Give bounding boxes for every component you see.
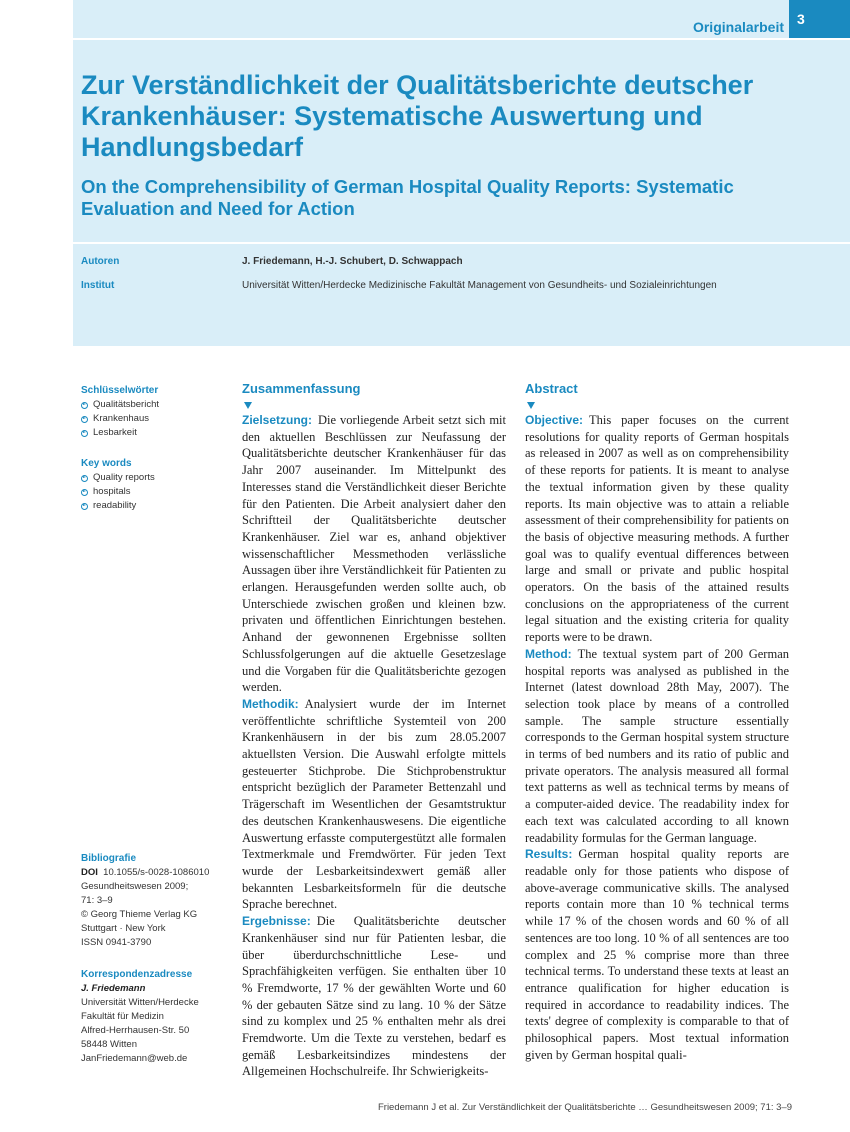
copyright: © Georg Thieme Verlag KG [81, 909, 198, 920]
bibliography-heading: Bibliografie [81, 853, 137, 864]
arrow-bullet-icon [81, 402, 88, 409]
journal: Gesundheitswesen 2009; [81, 881, 189, 892]
doi: 10.1055/s-0028-1086010 [103, 867, 210, 878]
correspondence-heading: Korrespondenzadresse [81, 969, 193, 980]
doi-line: DOI 10.1055/s-0028-1086010 [81, 867, 210, 878]
issn: ISSN 0941-3790 [81, 937, 152, 948]
header-divider-top [73, 38, 850, 40]
authors-label: Autoren [81, 256, 120, 267]
correspondence-line: 58448 Witten [81, 1039, 137, 1050]
title-german: Zur Verständlichkeit der Qualitätsberichte deutscher Krankenhäuser: Systematische Auswertung und Handlungsbedarf [81, 70, 754, 162]
abstract-en-heading: Abstract [525, 381, 578, 396]
correspondence-line: Fakultät für Medizin [81, 1011, 164, 1022]
authors: J. Friedemann, H.-J. Schubert, D. Schwappach [242, 256, 463, 267]
volume: 71: 3–9 [81, 895, 113, 906]
correspondence-block [81, 968, 231, 1066]
institute: Universität Witten/Herdecke Medizinische Fakultät Management von Gesundheits- und Sozialeinrichtungen [242, 280, 717, 291]
correspondence-line: Universität Witten/Herdecke [81, 997, 199, 1008]
keyword-item: Qualitätsbericht [81, 398, 231, 412]
keyword-item: Krankenhaus [81, 412, 231, 426]
abstract-en-paragraph: Objective: This paper focuses on the current resolutions for quality reports of German hospitals as released in 2007 as well as on comprehensibility of these reports for patients. It is meant to analyse the textual information given by these quality reports. Its main objective was to attain a reliable assessment of their comprehensibility for patients on the basis of objective measuring methods. A further goal was to qualify eventual differences between large and small or private and public hospital operators. On the basis of the attained results conclusions on the appropriateness of the current legal situation and the existing criteria for quality reports were to be drawn. [525, 413, 789, 645]
section-label: Originalarbeit [692, 19, 784, 35]
keyword-item: readability [81, 499, 231, 513]
abstract-de-heading: Zusammenfassung [242, 381, 361, 396]
keyword-item: hospitals [81, 485, 231, 499]
correspondence-name: J. Friedemann [81, 983, 146, 994]
keyword-item: Quality reports [81, 471, 231, 485]
keywords-de-heading: Schlüsselwörter [81, 385, 159, 396]
publisher-city: Stuttgart · New York [81, 923, 166, 934]
abstract-de-paragraph: Methodik: Analysiert wurde der im Internet veröffentlichte schriftliche Systemteil von 200 Krankenhäusern in der bis zum 28.05.2007 aktuellsten Version. Die Auswahl erfolgte mittels gesteuerter Stichprobe. Die Stichprobenstruktur entspricht bezüglich der Parameter Bettenzahl und Trägerschaft im Wesentlichen der Gesamtstruktur des deutschen Krankenhauswesens. Die eigentliche Auswertung erfasste computergestützt alle formalen Textmerkmale und Fremdwörter. Für jeden Text wurde der Lesbarkeitsindexwert gemäß aller bekannten Lesbarkeitsformeln für die deutsche Sprache berechnet. [242, 696, 506, 912]
abstract-english [525, 380, 789, 1063]
abstract-de-paragraph: Ergebnisse: Die Qualitätsberichte deutscher Krankenhäuser sind nur für Patienten lesbar, die über überdurchschnittliche Lese- und Sprachfähigkeiten verfügen. Sie enthalten über 10 % Fremdworte, 17 % der gewählten Worte und 60 % der gebauten Sätze sind zu lang. 10 % der Sätze sind zu komplex und 25 % enthalten mehr als drei Fremdworte. Um die Texte zu verstehen, bedarf es gemäß Lesbarkeitsindizes mindestens der Allgemeinen Hochschulreife. Ihr Schwierigkeits- [242, 914, 506, 1079]
abstract-de-paragraph: Zielsetzung: Die vorliegende Arbeit setzt sich mit den aktuellen Beschlüssen zur Neufassung der Qualitätsberichte deutscher Krankenhäuser für das Jahr 2007 auseinander. Im Mittelpunkt des Interesses stand die Verständlichkeit dieser Berichte für den Patienten. Die Arbeit analysiert daher den Schriftteil der Qualitätsberichte deutscher Krankenhäuser. Ziel war es, anhand objektiver wissenschaftlicher Messmethoden verlässliche Aussagen über ihre Verständlichkeit für Patienten zu erlangen. Herausgefunden werden sollte auch, ob Unterschiede zwischen großen und kleinen bzw. privaten und öffentlichen Einrichtungen bestehen. Anhand der gewonnenen Ergebnisse sollten Schlussfolgerungen auf die aktuelle Gesetzeslage und die Vorgaben für die Qualitätsberichte gezogen werden. [242, 413, 506, 695]
arrow-bullet-icon [81, 430, 88, 437]
correspondence-email[interactable]: JanFriedemann@web.de [81, 1053, 188, 1064]
page-number: 3 [789, 0, 850, 38]
arrow-bullet-icon [81, 489, 88, 496]
title-english: On the Comprehensibility of German Hospital Quality Reports: Systematic Evaluation and Need for Action [81, 176, 734, 219]
abstract-en-paragraph: Results: German hospital quality reports are readable only for those patients who dispose of above-average communicative skills. The analysed reports contain more than 10 % technical terms while 17 % of the chosen words and 60 % of all sentences are too long. 10 % of all sentences are too complex and 25 % comprise more than three technical terms. To understand these texts at least an entrance qualification for higher education is required in accordance to readability indices. The texts' degree of complexity is comparable to that of philosophical papers. Most textual information given by German hospital quali- [525, 847, 789, 1062]
keywords-en-heading: Key words [81, 458, 132, 469]
arrow-bullet-icon [81, 416, 88, 423]
institute-label: Institut [81, 280, 115, 291]
abstract-german [242, 380, 506, 1080]
header-banner [73, 0, 850, 346]
arrow-bullet-icon [81, 475, 88, 482]
keyword-item: Lesbarkeit [81, 426, 231, 440]
abstract-en-paragraph: Method: The textual system part of 200 German hospital reports was analysed as published in the Internet (latest download 28th May, 2007). The selection took place by means of a controlled sample. The sample structure essentially corresponds to the German hospital system structure in terms of bed numbers and its ratio of public and private operators. The analysis measured all formal text patterns as well as technical terms by means of a computer-aided device. The readability index for each text was calculated according to all known readability formulas for the German language. [525, 646, 789, 845]
header-divider-bottom [73, 242, 850, 244]
keywords-block [81, 384, 231, 513]
arrow-bullet-icon [81, 503, 88, 510]
bibliography-block [81, 852, 231, 950]
correspondence-line: Alfred-Herrhausen-Str. 50 [81, 1025, 190, 1036]
triangle-down-icon [244, 402, 252, 409]
page-footer: Friedemann J et al. Zur Verständlichkeit der Qualitätsberichte … Gesundheitswesen 2009; 71: 3–9 [377, 1102, 792, 1113]
triangle-down-icon [527, 402, 535, 409]
